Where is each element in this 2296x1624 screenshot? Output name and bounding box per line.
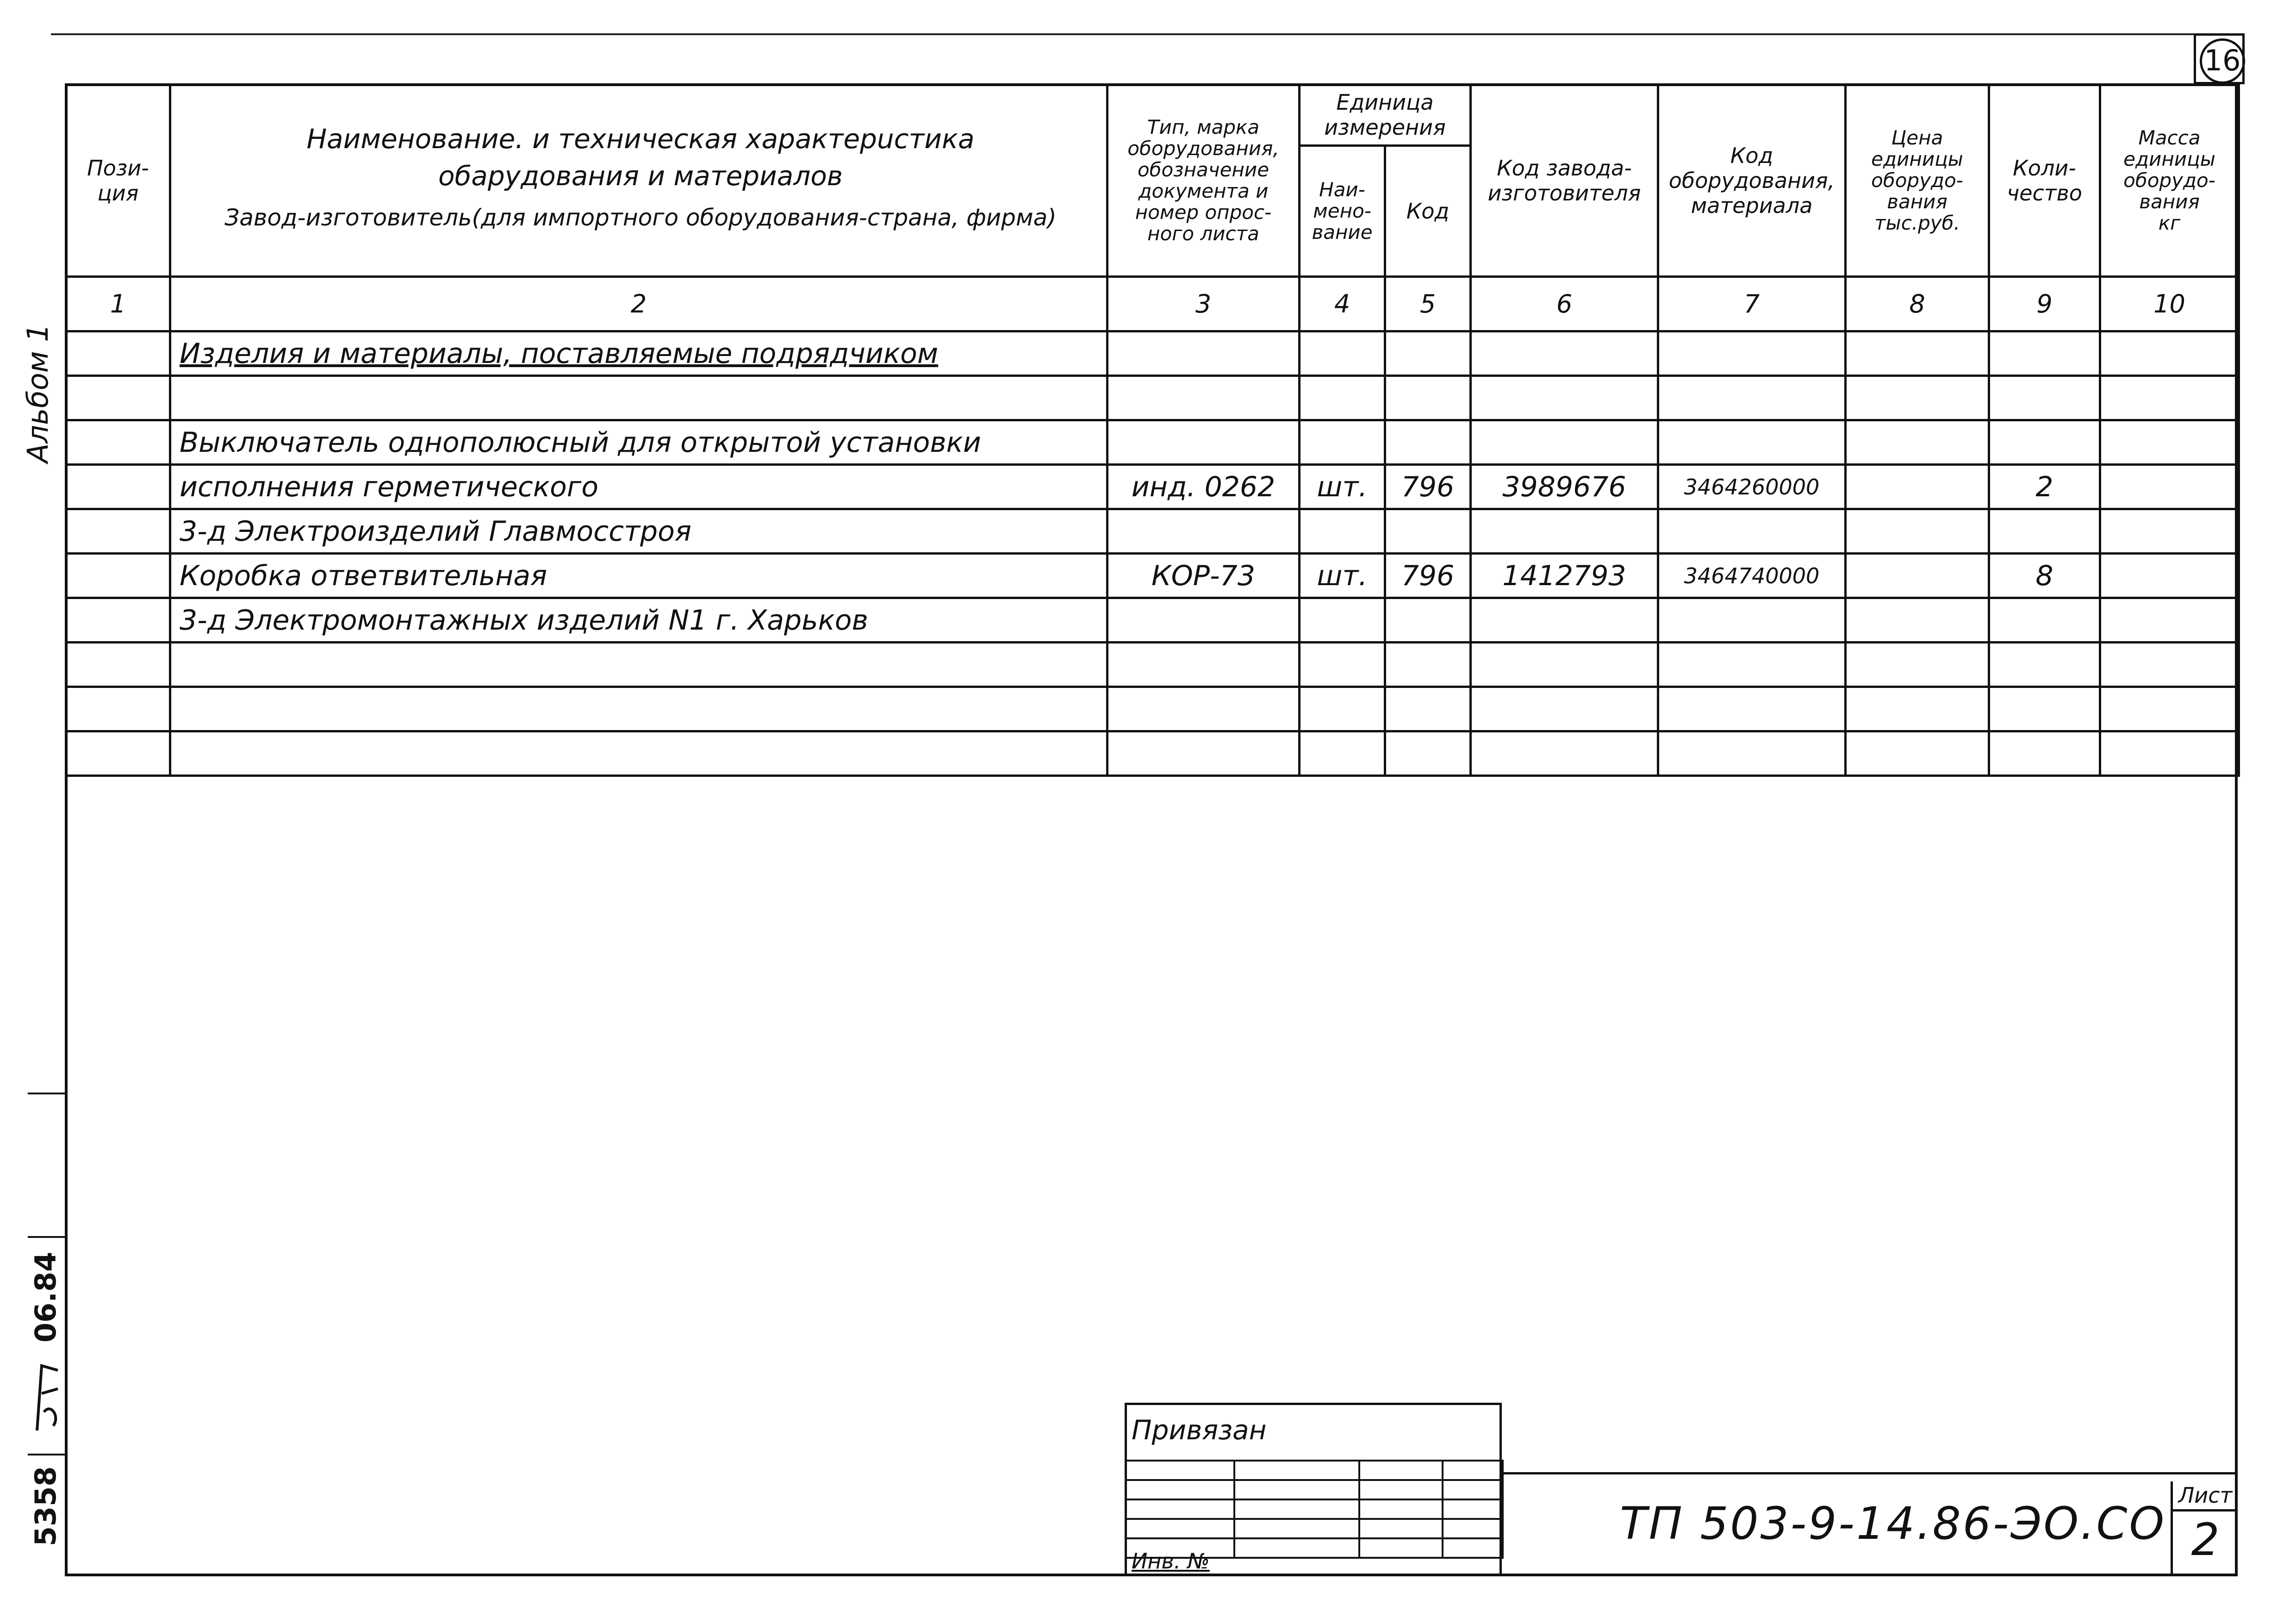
table-row [66, 598, 2239, 643]
row-qty: 2 [1989, 465, 2100, 509]
row-unit: шт. [1300, 554, 1385, 598]
row-name: Изделия и материалы, поставляемые подрядчиком [170, 331, 1108, 376]
row-mfr-code: 3989676 [1471, 465, 1658, 509]
row-name: Коробка ответвительная [170, 554, 1108, 598]
colnum-7: 7 [1658, 277, 1846, 331]
table-row [66, 554, 2239, 598]
header-unit-code: Код [1385, 145, 1471, 276]
margin-divider [28, 1093, 65, 1094]
row-unit-code: 796 [1385, 465, 1471, 509]
row-mfr-code: 1412793 [1471, 554, 1658, 598]
signature-date: 06.84 [29, 1251, 62, 1343]
sheet-label: Лист [2173, 1481, 2238, 1512]
header-price: Цена единицы оборудо- вания тыс.руб. [1846, 85, 1989, 277]
row-qty: 8 [1989, 554, 2100, 598]
header-name: Наименование. и техническая характерuстика обарудования и материалов Завод-изготовитель(для импортного оборудования-страна, фирма) [170, 85, 1108, 277]
stamp-grid [1125, 1460, 1504, 1559]
colnum-9: 9 [1989, 277, 2100, 331]
row-type: КОР-73 [1108, 554, 1300, 598]
table-row [66, 331, 2239, 376]
row-name [170, 643, 1108, 687]
table-row [66, 687, 2239, 731]
margin-divider [28, 1454, 65, 1455]
sheet-number: 16 [2200, 38, 2245, 84]
row-name [170, 376, 1108, 420]
table-row [66, 420, 2239, 465]
top-border-line [51, 33, 2194, 35]
album-label: Альбом 1 [21, 324, 55, 463]
row-name: 3-д Электромонтажных изделий N1 г. Харьков [170, 598, 1108, 643]
inventory-label: Инв. № [1132, 1549, 1210, 1574]
table-row [66, 509, 2239, 554]
colnum-3: 3 [1108, 277, 1300, 331]
header-mfr-code: Код завода- изготовителя [1471, 85, 1658, 277]
header-equip-code: Код оборудования, материала [1658, 85, 1846, 277]
colnum-8: 8 [1846, 277, 1989, 331]
column-numbers-row [66, 277, 2239, 331]
row-unit: шт. [1300, 465, 1385, 509]
archive-number: 5358 [29, 1466, 62, 1546]
colnum-10: 10 [2100, 277, 2239, 331]
header-unit-name: Наи- мено- вание [1300, 145, 1385, 276]
colnum-5: 5 [1385, 277, 1471, 331]
specification-table [65, 83, 2240, 777]
header-type: Тип, марка оборудования, обозначение документа и номер опрос- ного листа [1108, 85, 1300, 277]
sheet-number-box [2194, 33, 2245, 84]
row-name: 3-д Электроизделий Главмосстроя [170, 509, 1108, 554]
table-row [66, 643, 2239, 687]
header-unit-group: Единица измерения [1300, 85, 1471, 146]
row-unit-code: 796 [1385, 554, 1471, 598]
colnum-2: 2 [170, 277, 1108, 331]
privyazan-label: Привязан [1132, 1414, 1267, 1446]
signature-mark [32, 1356, 65, 1435]
document-id: ТП 503-9-14.86-ЭО.СО [1620, 1498, 2166, 1549]
row-type: инд. 0262 [1108, 465, 1300, 509]
margin-divider [28, 1236, 65, 1238]
row-equip-code: 3464740000 [1658, 554, 1846, 598]
header-quantity: Коли- чество [1989, 85, 2100, 277]
row-equip-code: 3464260000 [1658, 465, 1846, 509]
table-row [66, 376, 2239, 420]
header-position: Пози- ция [66, 85, 170, 277]
row-name [170, 687, 1108, 731]
sheet-box [2171, 1481, 2238, 1576]
table-row [66, 731, 2239, 776]
sheet-value: 2 [2191, 1514, 2220, 1566]
colnum-4: 4 [1300, 277, 1385, 331]
colnum-6: 6 [1471, 277, 1658, 331]
colnum-1: 1 [66, 277, 170, 331]
row-name [170, 731, 1108, 776]
row-name: Выключатель однополюсный для открытой установки [170, 420, 1108, 465]
header-mass: Масса единицы оборудо- вания кг [2100, 85, 2239, 277]
row-name: исполнения герметического [170, 465, 1108, 509]
table-row [66, 465, 2239, 509]
